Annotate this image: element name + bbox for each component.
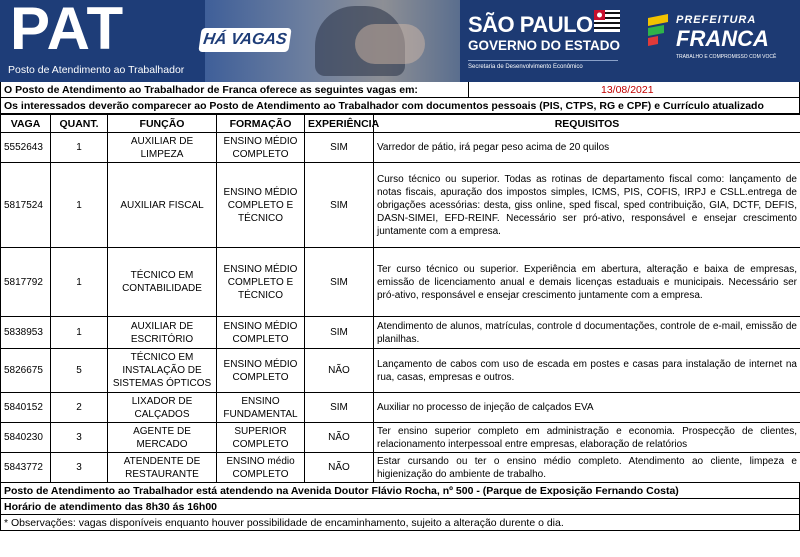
formacao-cell: ENSINO médio COMPLETO xyxy=(217,453,305,483)
requisitos-cell: Ter ensino superior completo em administração e economia. Prospecção de clientes, relacionamento interpessoal entre empresas, elaboração de relatórios xyxy=(374,423,800,453)
header-experiencia: EXPERIÊNCIA xyxy=(305,115,374,133)
header-vaga: VAGA xyxy=(1,115,51,133)
vaga-cell: 5843772 xyxy=(1,453,51,483)
quant-cell: 1 xyxy=(51,248,108,317)
sp-title: SÃO PAULO xyxy=(468,12,593,37)
quant-cell: 3 xyxy=(51,453,108,483)
experiencia-cell: SIM xyxy=(305,133,374,163)
experiencia-cell: SIM xyxy=(305,163,374,248)
funcao-cell: ATENDENTE DE RESTAURANTE xyxy=(108,453,217,483)
date-text: 13/08/2021 xyxy=(601,84,654,96)
franca-label: FRANCA xyxy=(676,26,769,51)
vaga-cell: 5552643 xyxy=(1,133,51,163)
vaga-cell: 5817792 xyxy=(1,248,51,317)
table-row xyxy=(1,349,800,393)
experiencia-cell: SIM xyxy=(305,393,374,423)
requisitos-cell: Ter curso técnico ou superior. Experiência em abertura, alteração e baixa de empresas, emissão de licenciamento anual e demais licenças estaduais e municipais. Necessário ser pró-ativo, responsável e ensejar crescimento juntamente com a empresa. xyxy=(374,248,800,317)
requisitos-cell: Varredor de pátio, irá pegar peso acima de 20 quilos xyxy=(374,133,800,163)
requisitos-cell: Estar cursando ou ter o ensino médio completo. Atendimento ao cliente, limpeza e higienização do ambiente de trabalho. xyxy=(374,453,800,483)
prefeitura-franca-logo xyxy=(640,0,800,82)
funcao-cell: AUXILIAR DE LIMPEZA xyxy=(108,133,217,163)
vaga-cell: 5840152 xyxy=(1,393,51,423)
table-row xyxy=(1,163,800,248)
requisitos-cell: Atendimento de alunos, matrículas, controle d documentações, controle de e-mail, emissão de planilhas. xyxy=(374,317,800,349)
table-row xyxy=(1,393,800,423)
formacao-cell: ENSINO FUNDAMENTAL xyxy=(217,393,305,423)
intro-row xyxy=(0,82,800,98)
experiencia-cell: SIM xyxy=(305,317,374,349)
vaga-cell: 5826675 xyxy=(1,349,51,393)
sp-secretaria: Secretaria de Desenvolvimento Econômico xyxy=(468,60,618,70)
quant-cell: 5 xyxy=(51,349,108,393)
franca-slogan: TRABALHO E COMPROMISSO COM VOCÊ xyxy=(676,54,777,60)
quant-cell: 2 xyxy=(51,393,108,423)
funcao-cell: LIXADOR DE CALÇADOS xyxy=(108,393,217,423)
quant-cell: 1 xyxy=(51,163,108,248)
header-formacao: FORMAÇÃO xyxy=(217,115,305,133)
header-banner xyxy=(0,0,800,82)
pat-subtitle: Posto de Atendimento ao Trabalhador xyxy=(8,64,185,76)
sp-flag-icon xyxy=(594,10,620,32)
header-funcao: FUNÇÃO xyxy=(108,115,217,133)
experiencia-cell: NÃO xyxy=(305,423,374,453)
vaga-cell: 5838953 xyxy=(1,317,51,349)
table-row xyxy=(1,453,800,483)
prefeitura-label: PREFEITURA xyxy=(676,14,757,26)
requisitos-cell: Auxiliar no processo de injeção de calçados EVA xyxy=(374,393,800,423)
formacao-cell: ENSINO MÉDIO COMPLETO xyxy=(217,133,305,163)
address-row: Posto de Atendimento ao Trabalhador está atendendo na Avenida Doutor Flávio Rocha, nº 500 - (Parque de Exposição Fernando Costa) xyxy=(0,483,800,499)
formacao-cell: ENSINO MÉDIO COMPLETO xyxy=(217,349,305,393)
formacao-cell: ENSINO MÉDIO COMPLETO E TÉCNICO xyxy=(217,248,305,317)
note-row: * Observações: vagas disponíveis enquanto houver possibilidade de encaminhamento, sujeito a alteração durente o dia. xyxy=(0,515,800,531)
experiencia-cell: NÃO xyxy=(305,453,374,483)
funcao-cell: TÉCNICO EM CONTABILIDADE xyxy=(108,248,217,317)
table-row xyxy=(1,248,800,317)
funcao-cell: AUXILIAR DE ESCRITÓRIO xyxy=(108,317,217,349)
funcao-cell: AGENTE DE MERCADO xyxy=(108,423,217,453)
funcao-cell: TÉCNICO EM INSTALAÇÃO DE SISTEMAS ÓPTICOS xyxy=(108,349,217,393)
instructions-text: Os interessados deverão comparecer ao Posto de Atendimento ao Trabalhador com documentos pessoais (PIS, CTPS, RG e CPF) e Currículo atualizado xyxy=(4,100,764,112)
table-row xyxy=(1,423,800,453)
funcao-cell: AUXILIAR FISCAL xyxy=(108,163,217,248)
instructions-row xyxy=(0,98,800,114)
table-row xyxy=(1,317,800,349)
formacao-cell: SUPERIOR COMPLETO xyxy=(217,423,305,453)
requisitos-cell: Curso técnico ou superior. Todas as rotinas de departamento fiscal como: lançamento de notas fiscais, apuração dos impostos simples, ICMS, PIS, COFIS, IRPJ e CSLL.entrega de obrigações acessórias: desta, giss online, sped fiscal, sped contribuição, GIA, DCTF, DEFIS, DASN-SIMEI, EFD-REINF. Necessário ser pró-ativo, responsável e ensejar crescimento juntamente com a empresa. xyxy=(374,163,800,248)
intro-text: O Posto de Atendimento ao Trabalhador de Franca oferece as seguintes vagas em: xyxy=(4,84,418,96)
table-row xyxy=(1,133,800,163)
pat-logo xyxy=(0,0,205,82)
quant-cell: 1 xyxy=(51,133,108,163)
sp-government-logo xyxy=(460,0,640,82)
hours-row: Horário de atendimento das 8h30 ás 16h00 xyxy=(0,499,800,515)
pat-title: PAT xyxy=(10,0,125,62)
table-header-row xyxy=(1,115,800,133)
experiencia-cell: SIM xyxy=(305,248,374,317)
header-requisitos: REQUISITOS xyxy=(374,115,800,133)
quant-cell: 1 xyxy=(51,317,108,349)
sp-governo: GOVERNO DO ESTADO xyxy=(468,38,621,53)
experiencia-cell: NÃO xyxy=(305,349,374,393)
formacao-cell: ENSINO MÉDIO COMPLETO xyxy=(217,317,305,349)
vaga-cell: 5817524 xyxy=(1,163,51,248)
vacancies-table xyxy=(0,114,800,483)
franca-emblem-icon xyxy=(646,14,670,48)
formacao-cell: ENSINO MÉDIO COMPLETO E TÉCNICO xyxy=(217,163,305,248)
vaga-cell: 5840230 xyxy=(1,423,51,453)
header-quant: QUANT. xyxy=(51,115,108,133)
quant-cell: 3 xyxy=(51,423,108,453)
requisitos-cell: Lançamento de cabos com uso de escada em postes e casas para instalação de internet na rua, casas, empresas e outros. xyxy=(374,349,800,393)
ha-vagas-badge: HÁ VAGAS xyxy=(198,28,291,52)
